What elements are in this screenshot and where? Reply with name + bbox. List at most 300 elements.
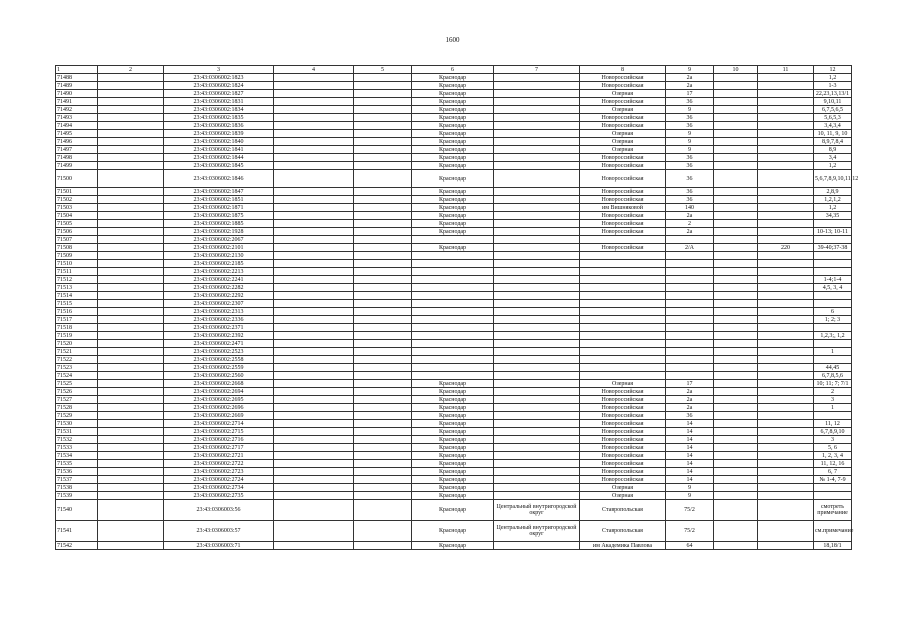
table-cell: 23:43:0306002:2130	[164, 252, 274, 260]
table-cell	[354, 122, 412, 130]
table-cell	[714, 244, 758, 252]
table-cell: № 1-4, 7-9	[814, 476, 852, 484]
table-cell: Краснодар	[412, 196, 494, 204]
table-cell	[758, 114, 814, 122]
table-row	[56, 196, 852, 204]
table-cell	[758, 460, 814, 468]
table-cell: 71504	[56, 212, 98, 220]
table-row	[56, 106, 852, 114]
table-cell: 71516	[56, 308, 98, 316]
table-cell	[714, 396, 758, 404]
table-cell: Краснодар	[412, 396, 494, 404]
table-cell	[98, 196, 164, 204]
table-cell	[666, 340, 714, 348]
table-cell	[98, 452, 164, 460]
table-cell	[666, 276, 714, 284]
table-cell	[580, 356, 666, 364]
table-cell	[274, 170, 354, 188]
table-cell: 71499	[56, 162, 98, 170]
table-cell: 36	[666, 162, 714, 170]
table-cell	[98, 90, 164, 98]
table-cell	[274, 420, 354, 428]
table-cell	[354, 268, 412, 276]
table-cell	[354, 146, 412, 154]
table-cell: Новороссийская	[580, 114, 666, 122]
table-cell	[494, 316, 580, 324]
table-cell	[494, 204, 580, 212]
table-cell: 36	[666, 98, 714, 106]
column-header: 3	[164, 66, 274, 74]
table-cell	[714, 122, 758, 130]
table-cell: 71528	[56, 404, 98, 412]
table-cell	[274, 436, 354, 444]
table-cell	[758, 484, 814, 492]
table-cell	[494, 268, 580, 276]
table-cell: 23:43:0306002:2307	[164, 300, 274, 308]
table-cell	[758, 106, 814, 114]
table-cell	[758, 436, 814, 444]
table-cell: им Вишняковой	[580, 204, 666, 212]
table-cell	[494, 292, 580, 300]
table-cell	[98, 324, 164, 332]
table-cell: Новороссийская	[580, 388, 666, 396]
table-cell	[814, 268, 852, 276]
table-cell	[758, 521, 814, 542]
table-row	[56, 364, 852, 372]
table-cell	[714, 404, 758, 412]
table-cell	[354, 228, 412, 236]
table-cell: Центральный внутригородской округ	[494, 521, 580, 542]
table-cell	[98, 404, 164, 412]
table-cell: Озерная	[580, 106, 666, 114]
table-cell	[714, 436, 758, 444]
table-cell	[98, 212, 164, 220]
table-cell	[354, 396, 412, 404]
table-cell: Центральный внутригородской округ	[494, 500, 580, 521]
table-cell: Краснодар	[412, 542, 494, 550]
table-cell	[274, 284, 354, 292]
table-cell	[580, 324, 666, 332]
column-header: 4	[274, 66, 354, 74]
table-cell: 23:43:0306002:2336	[164, 316, 274, 324]
table-cell: 14	[666, 436, 714, 444]
table-cell	[758, 372, 814, 380]
table-row	[56, 484, 852, 492]
table-cell: 23:43:0306002:1841	[164, 146, 274, 154]
table-cell: 2а	[666, 74, 714, 82]
table-row	[56, 436, 852, 444]
table-cell	[412, 348, 494, 356]
table-cell: 71492	[56, 106, 98, 114]
table-cell: 23:43:0306002:1836	[164, 122, 274, 130]
table-cell: Краснодар	[412, 380, 494, 388]
table-cell	[714, 428, 758, 436]
table-cell: 5,6,5,3	[814, 114, 852, 122]
table-row	[56, 154, 852, 162]
table-cell: 23:43:0306002:2715	[164, 428, 274, 436]
table-cell	[494, 484, 580, 492]
table-cell: 71505	[56, 220, 98, 228]
table-cell	[494, 284, 580, 292]
table-cell	[274, 162, 354, 170]
table-cell	[274, 252, 354, 260]
table-cell: Краснодар	[412, 154, 494, 162]
table-cell	[274, 444, 354, 452]
table-cell	[494, 162, 580, 170]
table-cell: 71530	[56, 420, 98, 428]
table-cell: 71532	[56, 436, 98, 444]
table-cell	[758, 74, 814, 82]
table-cell	[98, 244, 164, 252]
table-cell: 23:43:0306002:1823	[164, 74, 274, 82]
table-cell: 6	[814, 308, 852, 316]
table-cell	[354, 82, 412, 90]
table-cell	[580, 340, 666, 348]
table-cell	[494, 396, 580, 404]
table-cell	[354, 484, 412, 492]
table-row	[56, 380, 852, 388]
table-cell: Краснодар	[412, 492, 494, 500]
table-cell	[354, 300, 412, 308]
table-cell	[412, 324, 494, 332]
table-cell	[714, 212, 758, 220]
table-cell: 71531	[56, 428, 98, 436]
table-cell: 23:43:0306002:1824	[164, 82, 274, 90]
table-cell	[758, 404, 814, 412]
table-row	[56, 300, 852, 308]
table-cell	[494, 428, 580, 436]
table-cell: 23:43:0306002:1851	[164, 196, 274, 204]
table-cell: 71535	[56, 460, 98, 468]
table-cell: 22,23,13,13/1	[814, 90, 852, 98]
table-cell	[758, 276, 814, 284]
table-cell	[98, 521, 164, 542]
table-cell: 75/2	[666, 521, 714, 542]
table-cell	[494, 122, 580, 130]
table-cell	[666, 348, 714, 356]
table-cell	[274, 196, 354, 204]
table-cell	[98, 380, 164, 388]
table-cell	[814, 340, 852, 348]
table-cell: 71506	[56, 228, 98, 236]
table-cell: Краснодар	[412, 436, 494, 444]
table-cell: 17	[666, 380, 714, 388]
table-cell	[274, 188, 354, 196]
table-cell	[494, 388, 580, 396]
table-row	[56, 292, 852, 300]
table-cell: 71540	[56, 500, 98, 521]
table-cell	[98, 316, 164, 324]
table-cell: 14	[666, 452, 714, 460]
table-cell	[758, 324, 814, 332]
table-cell	[814, 252, 852, 260]
table-cell	[412, 340, 494, 348]
table-cell	[758, 500, 814, 521]
table-cell: 2/А	[666, 244, 714, 252]
table-cell	[354, 170, 412, 188]
table-cell: 6,7,8,5,6	[814, 372, 852, 380]
table-cell: смотреть примечание	[814, 500, 852, 521]
table-cell	[412, 308, 494, 316]
table-cell: 2а	[666, 404, 714, 412]
table-row	[56, 372, 852, 380]
table-cell	[758, 188, 814, 196]
table-cell	[814, 492, 852, 500]
table-body	[56, 74, 859, 550]
table-cell	[758, 428, 814, 436]
column-header: 9	[666, 66, 714, 74]
table-cell	[714, 412, 758, 420]
table-cell: 4,5, 3, 4	[814, 284, 852, 292]
table-cell	[580, 308, 666, 316]
table-row	[56, 340, 852, 348]
table-cell	[98, 476, 164, 484]
table-row	[56, 220, 852, 228]
table-cell	[98, 388, 164, 396]
table-cell: 2а	[666, 388, 714, 396]
table-cell	[714, 420, 758, 428]
table-cell	[494, 308, 580, 316]
table-row	[56, 74, 852, 82]
table-cell	[494, 82, 580, 90]
table-cell: Новороссийская	[580, 244, 666, 252]
table-cell: 23:43:0306002:2371	[164, 324, 274, 332]
table-cell: 71539	[56, 492, 98, 500]
table-cell	[274, 74, 354, 82]
table-cell	[580, 276, 666, 284]
table-cell	[98, 106, 164, 114]
table-cell: Краснодар	[412, 428, 494, 436]
table-cell: 3,4	[814, 154, 852, 162]
table-cell	[354, 276, 412, 284]
table-cell: 1	[814, 404, 852, 412]
table-cell	[412, 300, 494, 308]
table-cell	[274, 292, 354, 300]
table-cell	[494, 130, 580, 138]
table-cell	[758, 300, 814, 308]
table-cell	[354, 90, 412, 98]
table-cell	[758, 468, 814, 476]
column-header: 5	[354, 66, 412, 74]
column-header: 12	[814, 66, 852, 74]
table-cell	[354, 138, 412, 146]
table-cell: 23:43:0306002:1875	[164, 212, 274, 220]
table-cell	[714, 228, 758, 236]
table-cell	[274, 138, 354, 146]
table-cell	[354, 74, 412, 82]
table-cell	[666, 260, 714, 268]
table-cell: 71489	[56, 82, 98, 90]
table-cell: 71523	[56, 364, 98, 372]
table-cell	[274, 396, 354, 404]
table-cell: Краснодар	[412, 162, 494, 170]
table-cell	[494, 244, 580, 252]
table-cell	[274, 82, 354, 90]
table-cell	[274, 90, 354, 98]
table-cell: Новороссийская	[580, 220, 666, 228]
table-cell: 3	[814, 396, 852, 404]
table-cell: 5, 6	[814, 444, 852, 452]
table-cell	[354, 500, 412, 521]
table-cell	[274, 412, 354, 420]
table-cell	[274, 356, 354, 364]
table-cell	[98, 268, 164, 276]
table-cell	[354, 348, 412, 356]
table-cell	[354, 452, 412, 460]
table-cell	[354, 468, 412, 476]
table-row	[56, 492, 852, 500]
table-cell: 36	[666, 188, 714, 196]
table-cell: 71514	[56, 292, 98, 300]
table-cell: Озерная	[580, 484, 666, 492]
table-row	[56, 236, 852, 244]
table-cell	[412, 276, 494, 284]
column-header: 11	[758, 66, 814, 74]
table-cell	[274, 228, 354, 236]
table-cell: Краснодар	[412, 244, 494, 252]
table-cell: 23:43:0306002:2724	[164, 476, 274, 484]
table-cell: Краснодар	[412, 484, 494, 492]
table-cell: 2а	[666, 82, 714, 90]
table-cell	[714, 220, 758, 228]
registry-table	[55, 65, 859, 550]
table-cell	[714, 74, 758, 82]
table-cell	[494, 356, 580, 364]
table-cell: 75/2	[666, 500, 714, 521]
table-cell: 71517	[56, 316, 98, 324]
table-cell	[758, 420, 814, 428]
table-cell	[714, 260, 758, 268]
table-cell	[274, 324, 354, 332]
table-cell: Краснодар	[412, 114, 494, 122]
table-cell: 1,2	[814, 204, 852, 212]
table-cell	[714, 268, 758, 276]
table-cell: 5,6,7,8,9,10,11,12	[814, 170, 852, 188]
table-cell	[494, 146, 580, 154]
table-cell: 23:43:0306002:2723	[164, 468, 274, 476]
table-cell	[274, 476, 354, 484]
table-cell	[714, 154, 758, 162]
table-cell	[354, 428, 412, 436]
table-cell	[714, 196, 758, 204]
table-cell: Краснодар	[412, 452, 494, 460]
table-row	[56, 146, 852, 154]
table-cell	[758, 348, 814, 356]
table-cell: 71493	[56, 114, 98, 122]
table-cell	[494, 468, 580, 476]
table-cell	[98, 228, 164, 236]
table-cell: Краснодар	[412, 412, 494, 420]
table-cell	[714, 484, 758, 492]
table-cell: 71534	[56, 452, 98, 460]
table-cell	[274, 460, 354, 468]
table-cell	[354, 476, 412, 484]
table-cell: 10, 11, 9, 10	[814, 130, 852, 138]
table-cell	[758, 228, 814, 236]
table-cell: 23:43:0306002:2241	[164, 276, 274, 284]
table-cell	[274, 492, 354, 500]
table-cell	[758, 292, 814, 300]
table-cell	[354, 492, 412, 500]
table-cell	[494, 364, 580, 372]
table-cell	[814, 292, 852, 300]
table-cell	[758, 252, 814, 260]
table-cell	[98, 170, 164, 188]
table-cell: 71529	[56, 412, 98, 420]
table-cell	[274, 300, 354, 308]
table-cell	[354, 292, 412, 300]
table-cell: Краснодар	[412, 521, 494, 542]
table-cell: 1,2	[814, 162, 852, 170]
table-cell	[98, 204, 164, 212]
table-cell	[580, 364, 666, 372]
table-cell	[354, 106, 412, 114]
table-cell	[714, 380, 758, 388]
table-cell	[98, 396, 164, 404]
table-cell	[758, 170, 814, 188]
table-cell	[580, 268, 666, 276]
table-cell: Краснодар	[412, 500, 494, 521]
table-cell: 1, 2, 3, 4	[814, 452, 852, 460]
table-cell: Новороссийская	[580, 420, 666, 428]
table-cell: 23:43:0306002:1845	[164, 162, 274, 170]
table-cell	[758, 492, 814, 500]
table-cell	[714, 372, 758, 380]
table-cell: 23:43:0306002:1835	[164, 114, 274, 122]
table-cell: 71525	[56, 380, 98, 388]
table-row	[56, 348, 852, 356]
table-cell	[714, 316, 758, 324]
table-cell	[758, 236, 814, 244]
table-cell: 71512	[56, 276, 98, 284]
table-cell	[274, 98, 354, 106]
table-cell: 71527	[56, 396, 98, 404]
table-cell: 23:43:0306002:2392	[164, 332, 274, 340]
table-cell	[758, 364, 814, 372]
table-row	[56, 162, 852, 170]
table-cell	[758, 268, 814, 276]
table-cell	[354, 244, 412, 252]
table-cell	[274, 316, 354, 324]
table-cell	[354, 260, 412, 268]
table-cell: Новороссийская	[580, 98, 666, 106]
table-cell	[494, 452, 580, 460]
table-cell	[714, 292, 758, 300]
table-cell: Краснодар	[412, 388, 494, 396]
table-cell	[274, 380, 354, 388]
table-cell	[814, 220, 852, 228]
table-cell	[274, 236, 354, 244]
table-cell: Краснодар	[412, 146, 494, 154]
table-cell: 1	[814, 348, 852, 356]
table-cell: 23:43:0306002:2669	[164, 412, 274, 420]
table-cell: 6,7,8,9,10	[814, 428, 852, 436]
table-cell	[494, 404, 580, 412]
table-cell	[354, 324, 412, 332]
table-cell	[714, 460, 758, 468]
table-cell	[714, 364, 758, 372]
table-cell	[274, 204, 354, 212]
table-cell: Краснодар	[412, 444, 494, 452]
table-cell	[354, 444, 412, 452]
table-cell	[494, 492, 580, 500]
table-cell	[758, 196, 814, 204]
table-cell	[98, 420, 164, 428]
table-cell	[758, 476, 814, 484]
table-row	[56, 138, 852, 146]
table-cell	[666, 292, 714, 300]
table-cell	[714, 162, 758, 170]
